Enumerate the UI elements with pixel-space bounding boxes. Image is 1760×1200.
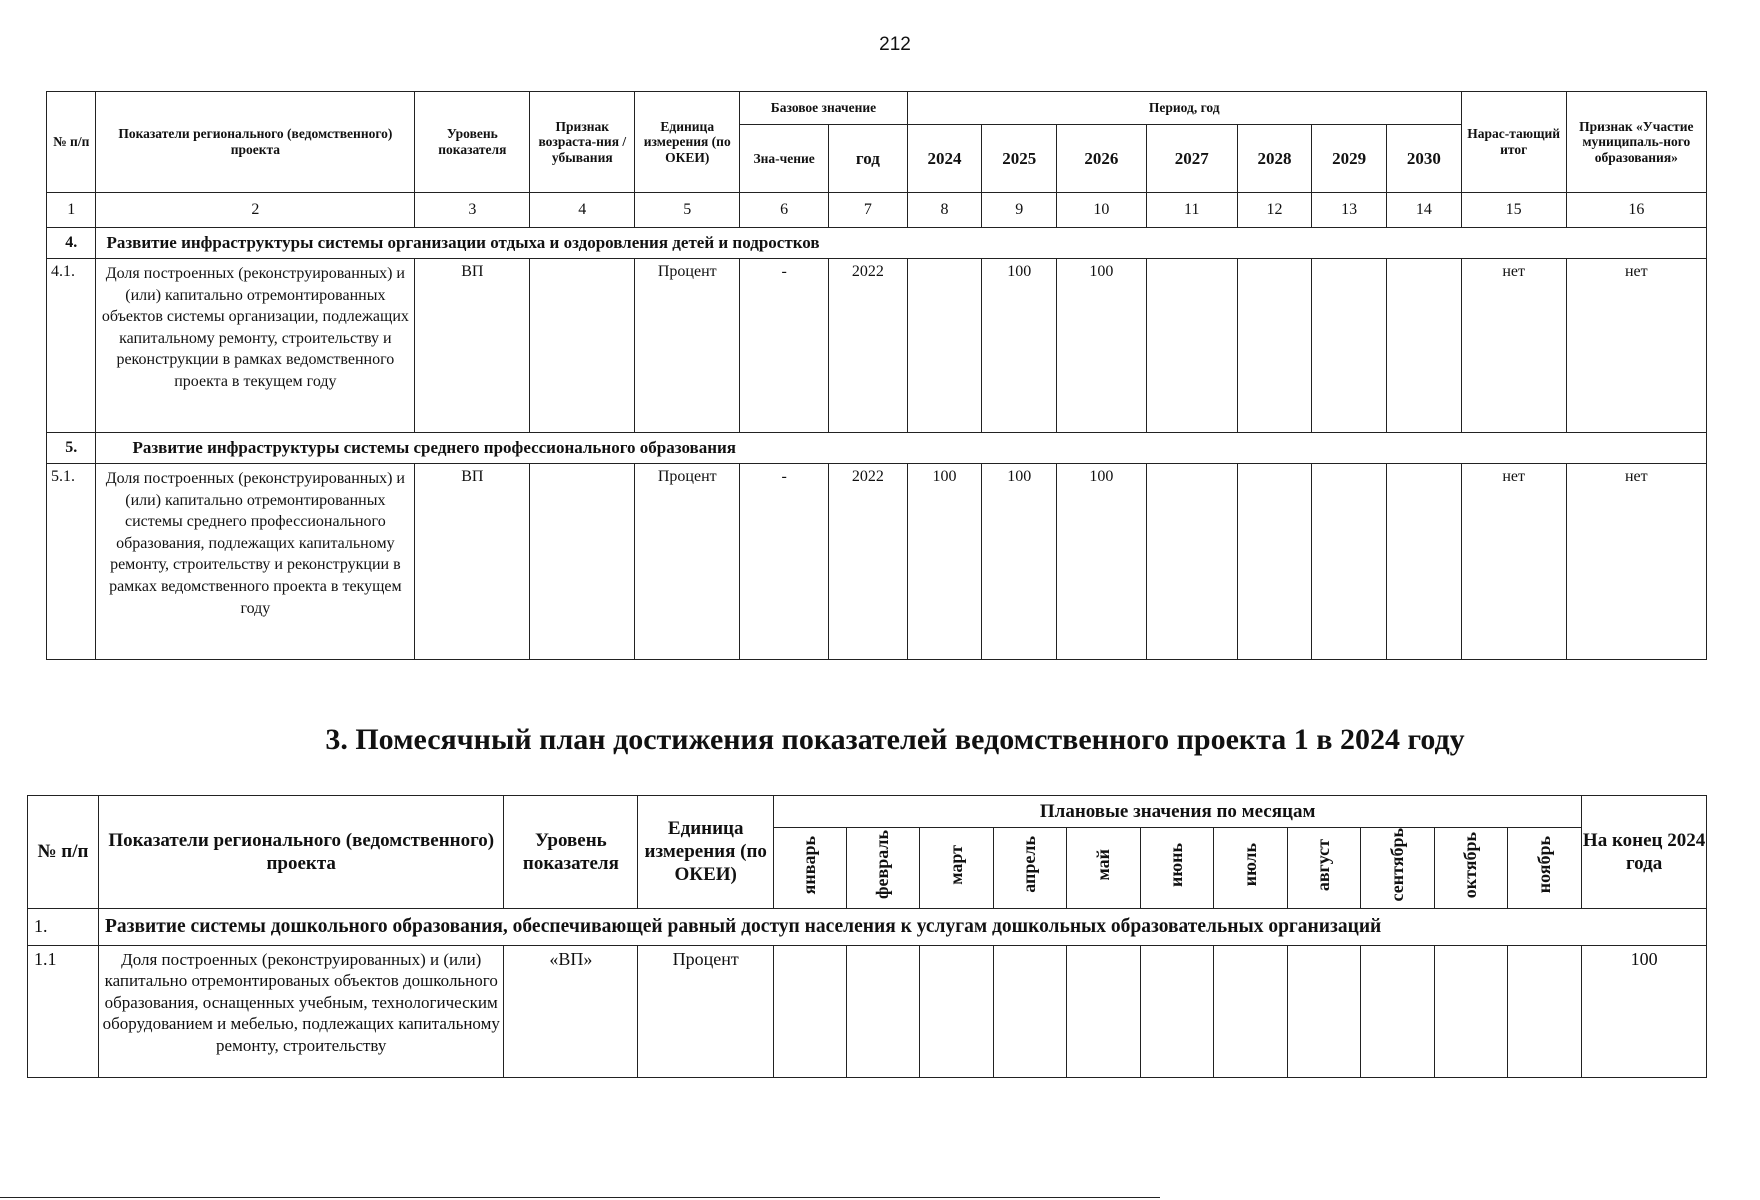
column-number: 1 [47,193,96,228]
indicators-table [46,91,1707,660]
month-value-cell [920,945,994,1077]
section-number: 1. [28,908,99,945]
col-num-header: № п/п [28,796,99,909]
col-base-year-header: год [829,125,908,193]
column-number: 10 [1057,193,1147,228]
section-row [47,228,1707,259]
col-num-header: № п/п [47,92,96,193]
footer-rule [0,1197,1160,1198]
month-value-cell [994,945,1067,1077]
municipal-cell: нет [1566,259,1706,433]
level-cell: ВП [415,464,530,660]
month-header: июнь [1141,828,1214,909]
base-year-cell: 2022 [829,464,908,660]
month-header: апрель [994,828,1067,909]
column-number: 2 [96,193,415,228]
month-header: март [920,828,994,909]
col-year-header: 2030 [1386,125,1461,193]
year-value-cell: 100 [982,464,1057,660]
trend-cell [530,464,635,660]
year-value-cell [1237,464,1312,660]
month-header: октябрь [1435,828,1508,909]
col-trend-header: Признак возраста-ния / убывания [530,92,635,193]
year-value-cell [1312,259,1387,433]
section-number: 4. [47,228,96,259]
base-value-cell: - [740,259,829,433]
year-value-cell [1386,464,1461,660]
col-level-header: Уровень показателя [504,796,638,909]
col-unit-header: Единица измерения (по ОКЕИ) [638,796,774,909]
month-header: февраль [847,828,920,909]
monthly-plan-table [27,795,1707,1078]
table-row [47,259,1707,433]
col-end-header: На конец 2024 года [1582,796,1707,909]
month-header: январь [774,828,847,909]
month-header: июль [1214,828,1288,909]
year-value-cell [1312,464,1387,660]
month-value-cell [847,945,920,1077]
section-row [47,433,1707,464]
year-value-cell: 100 [1057,464,1147,660]
section-number: 5. [47,433,96,464]
month-header: ноябрь [1508,828,1582,909]
level-cell: «ВП» [504,945,638,1077]
level-cell: ВП [415,259,530,433]
col-unit-header: Единица измерения (по ОКЕИ) [635,92,740,193]
indicator-name: Доля построенных (реконструированных) и (или) капитально отремонтированных объектов системы организации, подлежащих капитальному ремонту, строительству и реконструкции в рамках ведомственного проекта в текущем году [96,259,415,433]
year-value-cell: 100 [907,464,982,660]
row-number: 1.1 [28,945,99,1077]
month-value-cell [1361,945,1435,1077]
page-number: 212 [879,34,911,55]
col-year-header: 2024 [907,125,982,193]
municipal-cell: нет [1566,464,1706,660]
month-value-cell [1288,945,1361,1077]
col-year-header: 2025 [982,125,1057,193]
column-numbers-row [47,193,1707,228]
table-row [47,464,1707,660]
unit-cell: Процент [638,945,774,1077]
year-value-cell: 100 [1057,259,1147,433]
unit-cell: Процент [635,259,740,433]
column-number: 13 [1312,193,1387,228]
column-number: 5 [635,193,740,228]
year-value-cell [907,259,982,433]
year-value-cell [1237,259,1312,433]
col-year-header: 2026 [1057,125,1147,193]
column-number: 15 [1461,193,1566,228]
col-plan-header: Плановые значения по месяцам [774,796,1582,828]
column-number: 6 [740,193,829,228]
month-value-cell [1508,945,1582,1077]
month-value-cell [774,945,847,1077]
col-municipal-header: Признак «Участие муниципаль-ного образования» [1566,92,1706,193]
col-cumulative-header: Нарас-тающий итог [1461,92,1566,193]
year-value-cell [1146,464,1237,660]
col-indicator-header: Показатели регионального (ведомственного) проекта [98,796,504,909]
column-number: 16 [1566,193,1706,228]
row-number: 4.1. [47,259,96,433]
month-header: август [1288,828,1361,909]
column-number: 3 [415,193,530,228]
col-year-header: 2029 [1312,125,1387,193]
column-number: 11 [1146,193,1237,228]
indicator-name: Доля построенных (реконструированных) и (или) капитально отремонтированых объектов дошкольного образования, оснащенных учебным, технологическим оборудованием и мебелью, подлежащих капитальному ремонту, строительству [98,945,504,1077]
month-header: сентябрь [1361,828,1435,909]
base-year-cell: 2022 [829,259,908,433]
cumulative-cell: нет [1461,464,1566,660]
col-year-header: 2028 [1237,125,1312,193]
month-value-cell [1435,945,1508,1077]
table-row [28,945,1707,1077]
trend-cell [530,259,635,433]
month-value-cell [1141,945,1214,1077]
base-value-cell: - [740,464,829,660]
column-number: 7 [829,193,908,228]
col-base-header: Базовое значение [740,92,908,125]
year-value-cell [1146,259,1237,433]
cumulative-cell: нет [1461,259,1566,433]
unit-cell: Процент [635,464,740,660]
col-level-header: Уровень показателя [415,92,530,193]
col-indicator-header: Показатели регионального (ведомственного) проекта [96,92,415,193]
col-year-header: 2027 [1146,125,1237,193]
section-row [28,908,1707,945]
row-number: 5.1. [47,464,96,660]
column-number: 4 [530,193,635,228]
section-title: Развитие инфраструктуры системы организации отдыха и оздоровления детей и подростков [96,228,1707,259]
column-number: 14 [1386,193,1461,228]
col-base-value-header: Зна-чение [740,125,829,193]
column-number: 12 [1237,193,1312,228]
indicator-name: Доля построенных (реконструированных) и (или) капитально отремонтированных системы среднего профессионального образования, подлежащих капитальному ремонту, строительству и реконструкции в рамках ведомственного проекта в текущем году [96,464,415,660]
col-period-header: Период, год [907,92,1461,125]
section-title: Развитие системы дошкольного образования, обеспечивающей равный доступ населения к услугам дошкольных образовательных организаций [98,908,1706,945]
month-value-cell [1067,945,1141,1077]
year-value-cell: 100 [982,259,1057,433]
column-number: 8 [907,193,982,228]
section-heading: 3. Помесячный план достижения показателей ведомственного проекта 1 в 2024 году [325,723,1465,756]
column-number: 9 [982,193,1057,228]
year-value-cell [1386,259,1461,433]
section-title: Развитие инфраструктуры системы среднего профессионального образования [96,433,1707,464]
month-value-cell [1214,945,1288,1077]
end-value-cell: 100 [1582,945,1707,1077]
month-header: май [1067,828,1141,909]
